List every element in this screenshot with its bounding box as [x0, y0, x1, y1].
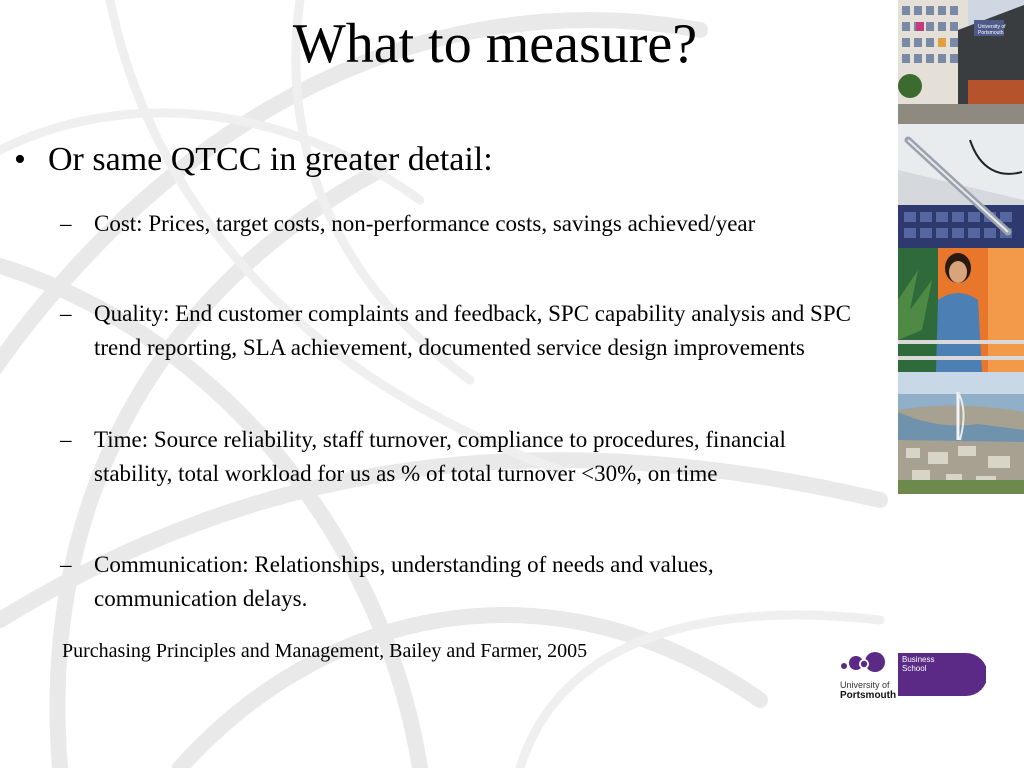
student-photo: [898, 248, 1024, 372]
sub-bullet-marker: –: [60, 427, 72, 452]
pen-keyboard-photo: [898, 124, 1024, 248]
sub-bullet-communication: [60, 548, 860, 616]
badge-line-1: Business: [902, 655, 935, 664]
logo-line-2: Portsmouth: [840, 690, 897, 701]
main-bullet: [14, 140, 493, 180]
sub-bullet-text: Time: Source reliability, staff turnover, compliance to procedures, financial stability, total workload for us as % of total turnover <30%, on time: [94, 427, 786, 486]
building-sign-text-1: University of: [978, 24, 1006, 30]
sub-bullet-text: Communication: Relationships, understanding of needs and values, communication delays.: [94, 552, 714, 611]
harbour-aerial-photo: [898, 372, 1024, 494]
portsmouth-dots-icon: [841, 652, 885, 672]
university-logo: [836, 650, 986, 702]
bullet-marker: •: [14, 141, 26, 178]
slide-title: What to measure?: [292, 13, 698, 75]
sub-bullet-text: Quality: End customer complaints and feedback, SPC capability analysis and SPC trend reporting, SLA achievement, documented service design improvements: [94, 301, 851, 360]
main-bullet-text: Or same QTCC in greater detail:: [48, 141, 493, 178]
citation: Purchasing Principles and Management, Bailey and Farmer, 2005: [62, 640, 588, 662]
sub-bullet-marker: –: [60, 211, 72, 236]
sub-bullet-quality: [60, 297, 860, 365]
sub-bullet-time: [60, 423, 860, 491]
building-sign-text-2: Portsmouth: [978, 30, 1004, 36]
sub-bullet-text: Cost: Prices, target costs, non-performance costs, savings achieved/year: [94, 211, 756, 236]
sub-bullet-marker: –: [60, 301, 72, 326]
logo-line-1: University of: [840, 680, 890, 690]
sub-bullet-cost: [60, 207, 860, 241]
badge-line-2: School: [902, 664, 927, 673]
sub-bullet-marker: –: [60, 552, 72, 577]
